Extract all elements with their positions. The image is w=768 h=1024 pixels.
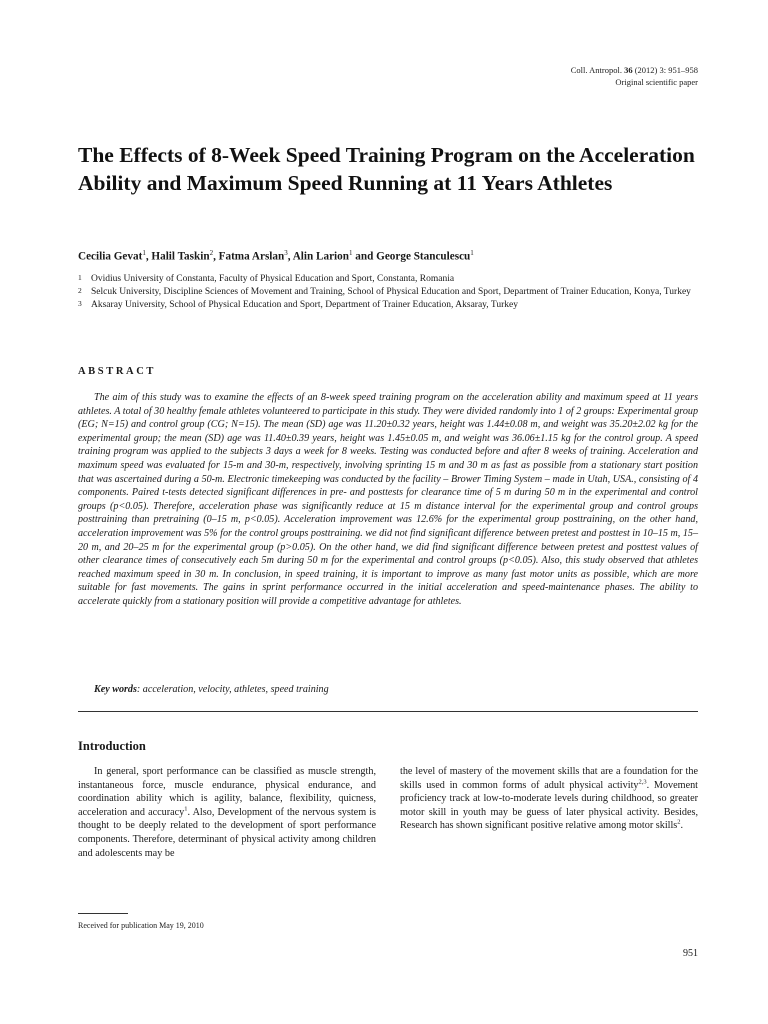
- keywords: [94, 684, 694, 695]
- intro-left-text-1: In general, sport performance can be classified as muscle strength, instantaneous force, muscle endurance, physical endurance, and coordination ability which is agility, balance, flexibility, quicness, acceleration and accuracy: [78, 766, 376, 818]
- author-separator: ,: [287, 250, 293, 263]
- author-name: Fatma Arslan: [218, 250, 285, 263]
- introduction-left-column: [78, 765, 376, 860]
- author-affiliation-sup: 1: [470, 249, 474, 257]
- intro-left-text-2: . Also, Development of the nervous system is thought to be deeply related to the development of sport performance components. Therefore, determinant of physical activity among children and adolescents may be: [78, 806, 376, 859]
- abstract-text: The aim of this study was to examine the effects of an 8-week speed training program on the acceleration ability and maximum speed at 11 years athletes. A total of 30 healthy female athletes volunteered to participate in this study. They were divided randomly into 1 of 2 groups: Experimental group (EG; N=15) and control group (CG; N=15). The mean (SD) age was 11.20±0.32 years, height was 1.44±0.08 m, and weight was 35.20±2.02 kg for the experimental group; the mean (SD) age was 11.40±0.39 years, height was 1.45±0.05 m, and weight was 36.06±1.15 kg for the control group. A speed training program was applied to the subjects 3 days a week for 8 weeks. Testing was conducted before and after 8 weeks of training. Acceleration and maximum speed was evaluated for 15-m and 30-m, respectively, involving sprinting 15 m and 30 m as fast as possible from a stationary start position that was ascertained during a 50-m. Electronic timekeeping was conducted by the facility – Brower Timing System – made in Utah, USA., consisting of 4 components. Paired t-tests detected significant differences in pre- and posttests for clearance time of 5 m during 50 m in the experimental and control groups (p<0.05). Therefore, acceleration phase was significantly reduce at 15 m distance interval for the experimental group and control groups posttraining than pretraining (0–15 m, p<0.05). Acceleration improvement was 12.6% for the experimental group posttraining, on the other hand, acceleration improvement was 5% for the control groups posttraining. we did not find significant difference between pretest and posttest in 10–15 m, 15–20 m, and 20–25 m for the experimental group (p>0.05). On the other hand, we did find significant difference between pretest and posttest values of other clearance times of consecutively each 5m during 50 m for the experimental and control groups (p<0.05). Also, this study observed that athletes reached maximum speed in 30 m. In conclusion, in speed training, it is important to improve as many fast motor units as possible, which are more suitable for fast movements. The gains in sprint performance occurred in the initial acceleration and speed-maintenance phases. The ability to accelerate quickly from a stationary position will provide a competitive advantage for athletes.: [78, 392, 698, 607]
- intro-right-text-3: .: [680, 820, 684, 832]
- author-name: George Stanculescu: [376, 250, 471, 263]
- affiliation-text: Aksaray University, School of Physical Education and Sport, Department of Trainer Education, Aksaray, Turkey: [91, 300, 518, 310]
- journal-name: Coll. Antropol.: [570, 65, 622, 75]
- abstract-heading: ABSTRACT: [78, 366, 156, 377]
- affiliation: [78, 273, 698, 286]
- affiliation-text: Ovidius University of Constanta, Faculty of Physical Education and Sport, Constanta, Romania: [91, 274, 455, 284]
- introduction-right-column: [400, 765, 698, 833]
- citation-sup: 2,3: [638, 778, 647, 786]
- author-separator: ,: [213, 250, 219, 263]
- paper-title: The Effects of 8-Week Speed Training Program on the Acceleration Ability and Maximum Speed Running at 11 Years Athletes: [78, 143, 695, 195]
- author-list: [78, 249, 698, 263]
- author-name: Alin Larion: [292, 250, 349, 263]
- author-name: Halil Taskin: [151, 250, 210, 263]
- affiliation-number: 1: [78, 273, 82, 282]
- citation-sup: 1: [184, 805, 188, 813]
- author-name: Cecilia Gevat: [78, 250, 143, 263]
- article-type: Original scientific paper: [615, 77, 698, 87]
- author-affiliation-sup: 1: [348, 249, 353, 257]
- intro-right-text-2: . Movement proficiency track at low-to-moderate levels during childhood, so greater motor skill in youth may be guess of later physical activity. Besides, Research has shown significant positive relative among motor skills: [400, 779, 699, 832]
- citation-line: [571, 64, 698, 76]
- author-separator: and: [352, 250, 377, 263]
- author-affiliation-sup: 3: [284, 249, 288, 257]
- journal-issue-pages: (2012) 3: 951–958: [634, 65, 698, 75]
- journal-citation: [571, 64, 698, 88]
- affiliation: [78, 286, 698, 299]
- keywords-text: : acceleration, velocity, athletes, speed training: [136, 684, 329, 695]
- author-affiliation-sup: 1: [142, 249, 146, 257]
- affiliation: [78, 299, 698, 312]
- journal-volume: 36: [624, 65, 633, 75]
- received-footnote: Received for publication May 19, 2010: [78, 921, 204, 930]
- intro-right-text-1: the level of mastery of the movement skills that are a foundation for the skills used in common forms of adult physical activity: [400, 766, 698, 791]
- affiliation-number: 3: [78, 299, 82, 308]
- affiliation-list: [78, 273, 698, 312]
- author-separator: ,: [145, 250, 152, 263]
- affiliation-number: 2: [78, 286, 82, 295]
- page-number: 951: [683, 948, 698, 959]
- introduction-heading: Introduction: [78, 739, 146, 753]
- keywords-label: Key words: [94, 684, 137, 695]
- affiliation-text: Selcuk University, Discipline Sciences of Movement and Training, School of Physical Education and Sport, Department of Trainer Education, Konya, Turkey: [91, 287, 691, 297]
- author-affiliation-sup: 2: [209, 249, 214, 257]
- section-divider: [78, 711, 698, 712]
- citation-sup: 2: [677, 818, 681, 826]
- footnote-rule: [78, 913, 128, 914]
